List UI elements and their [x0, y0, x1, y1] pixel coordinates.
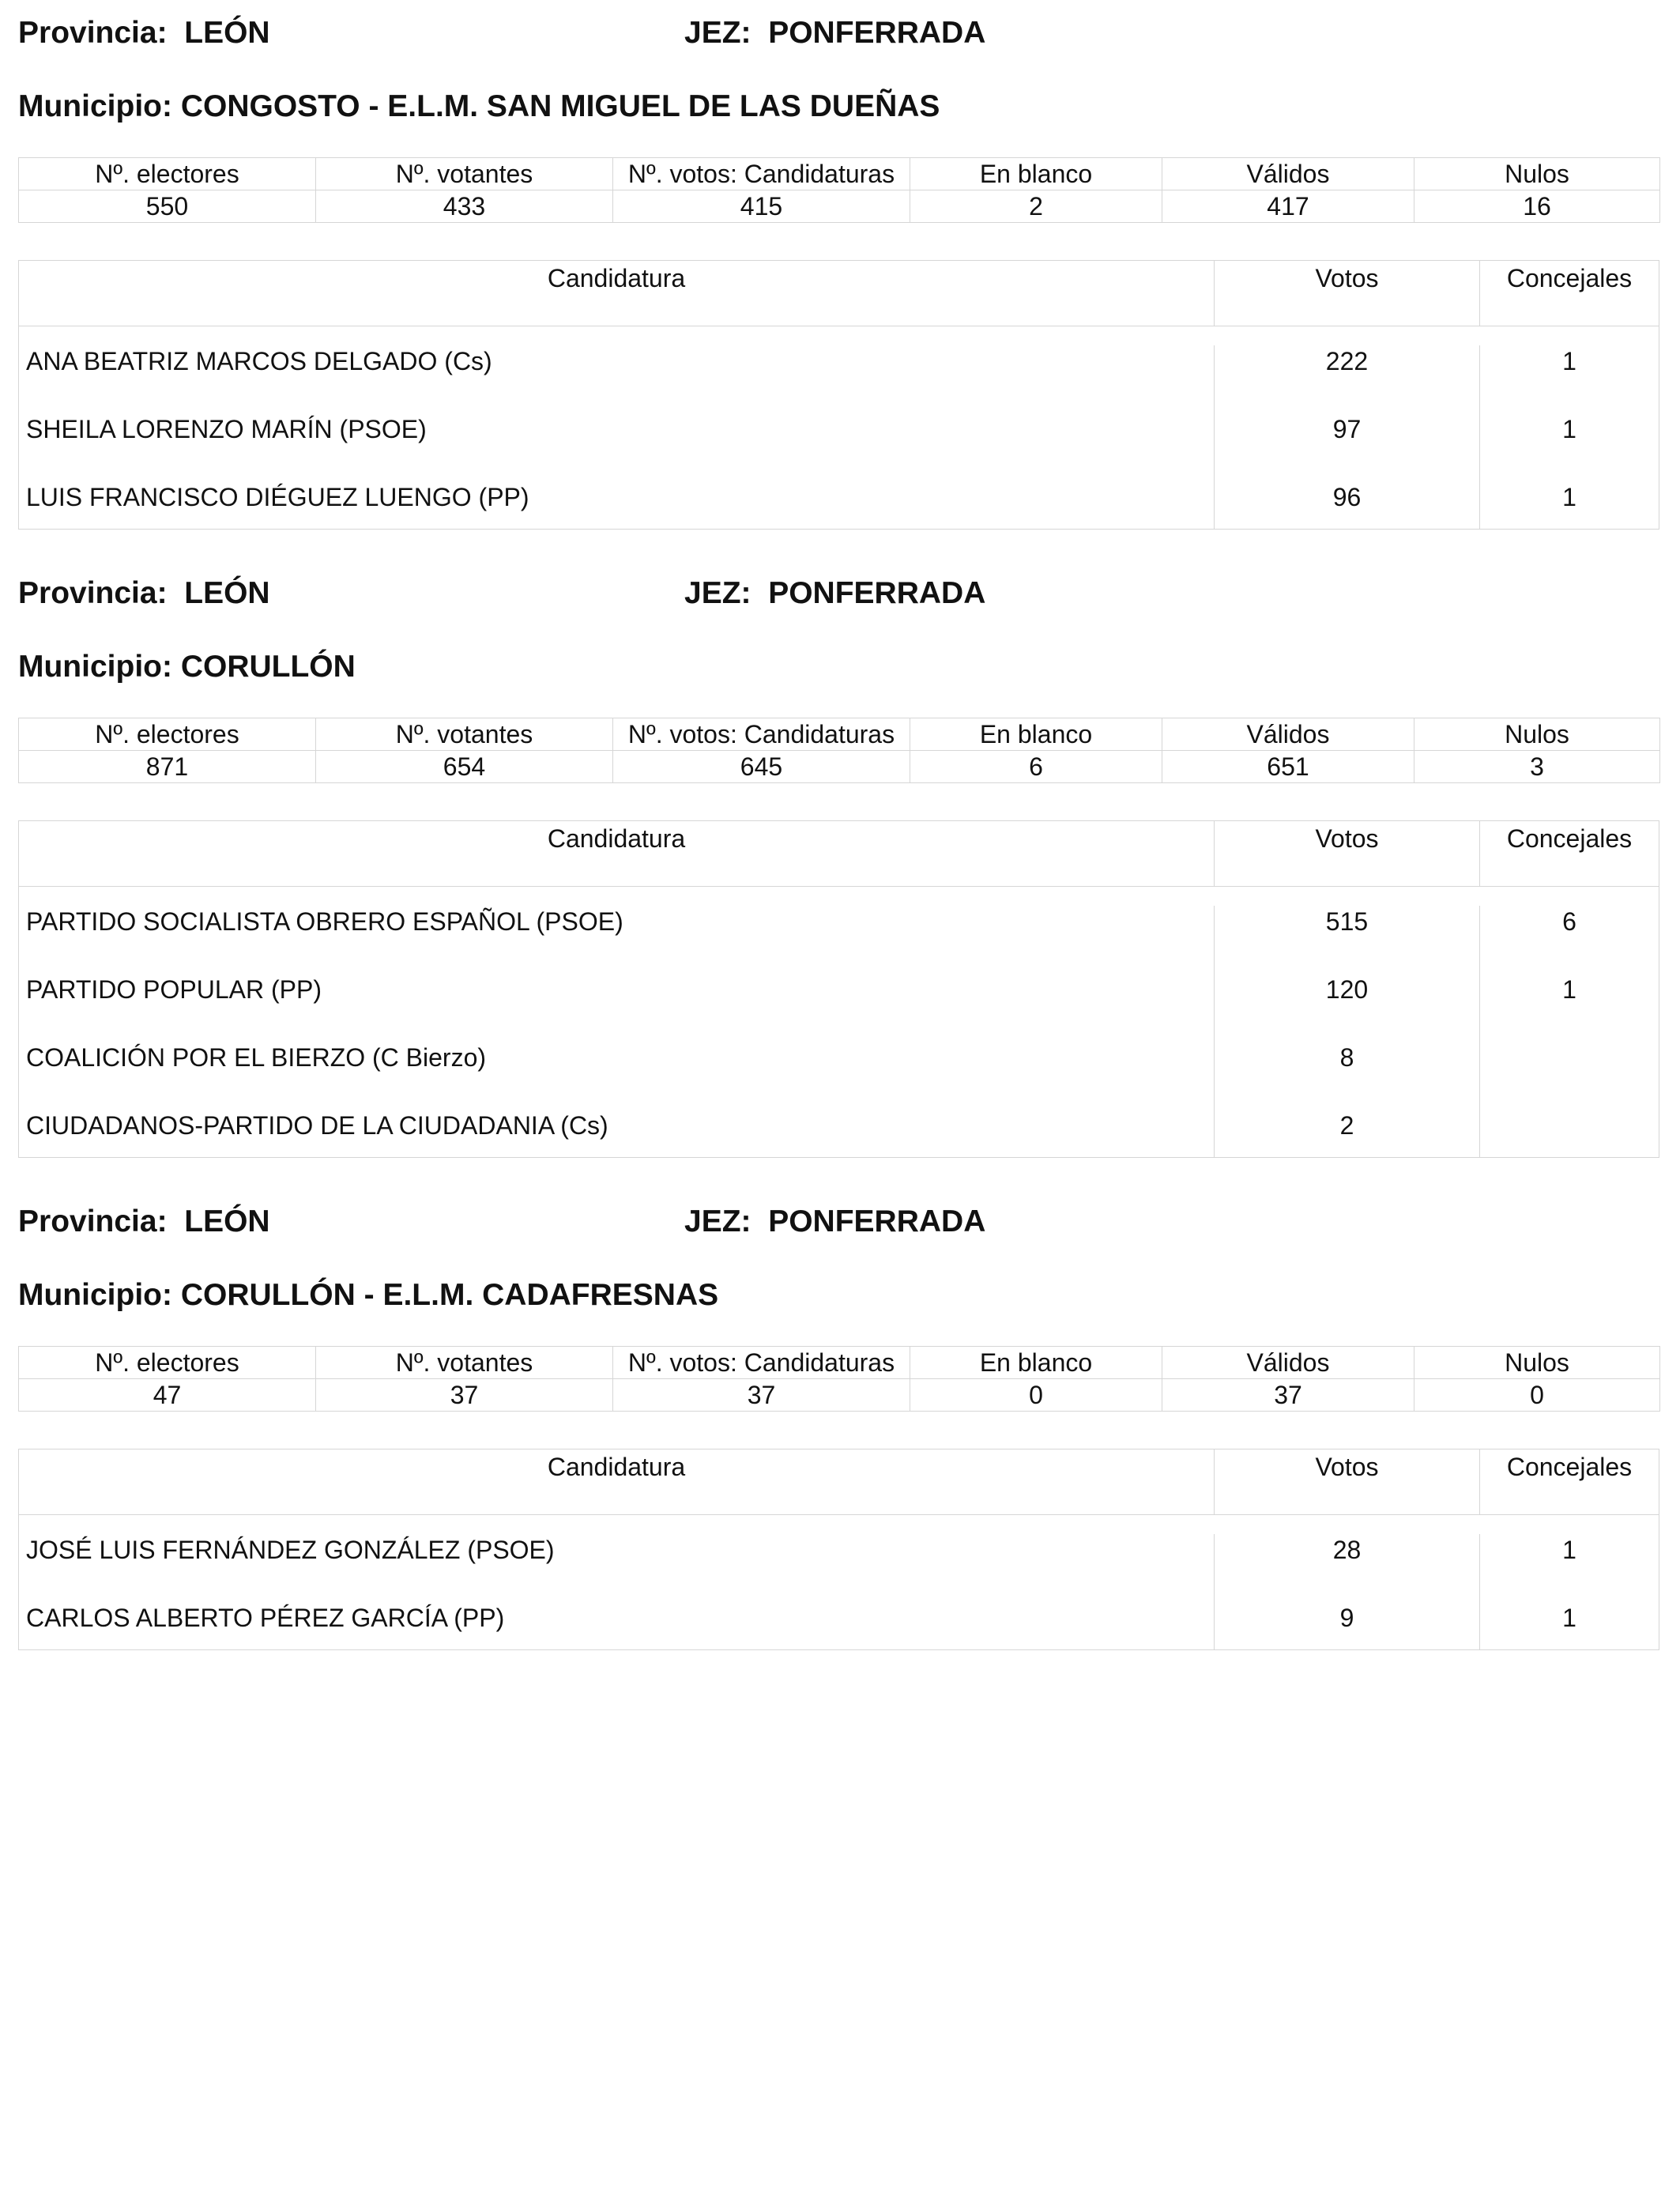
municipio-value: CORULLÓN - E.L.M. CADAFRESNAS [180, 1278, 719, 1312]
candidate-name: ANA BEATRIZ MARCOS DELGADO (Cs) [26, 347, 492, 375]
concejales-header: Concejales [1506, 1453, 1633, 1481]
candidate-concejales-column [1480, 345, 1659, 529]
stats-header-cell: Nº. votos: Candidaturas [613, 158, 910, 190]
stats-header-cell: Nulos [1414, 718, 1660, 751]
jez-label: JEZ: [684, 1204, 751, 1238]
stats-value-cell: 417 [1162, 190, 1414, 223]
jez-label: JEZ: [684, 16, 751, 50]
section-header [18, 1203, 1659, 1241]
candidate-concejales: 1 [1562, 1536, 1576, 1564]
candidate-votes-column [1215, 345, 1480, 529]
candidates-table [18, 820, 1659, 1158]
stats-value-cell: 37 [1162, 1379, 1414, 1412]
candidate-names-column [19, 345, 1215, 529]
stats-header-cell: Nº. votos: Candidaturas [613, 1347, 910, 1379]
candidate-votes: 222 [1325, 347, 1369, 375]
municipality-section [18, 575, 1659, 1158]
candidate-names-column [19, 906, 1215, 1157]
jez-block [684, 575, 985, 613]
provincia-label: Provincia: [18, 576, 168, 610]
candidate-name: PARTIDO SOCIALISTA OBRERO ESPAÑOL (PSOE) [26, 907, 623, 936]
candidate-votes: 515 [1325, 907, 1369, 936]
candidate-concejales-column [1480, 1534, 1659, 1649]
candidates-body [19, 1515, 1659, 1649]
stats-header-cell: Nulos [1414, 158, 1660, 190]
stats-header-row [19, 718, 1660, 751]
municipio-label: Municipio: [18, 89, 172, 123]
stats-value-cell: 3 [1414, 751, 1660, 783]
municipio-label: Municipio: [18, 650, 172, 684]
candidate-concejales: 1 [1562, 975, 1576, 1004]
candidate-votes: 9 [1339, 1604, 1354, 1632]
stats-header-cell: Nº. electores [19, 1347, 316, 1379]
candidate-concejales: 1 [1562, 1604, 1576, 1632]
municipio-title [18, 647, 1659, 687]
municipio-value: CONGOSTO - E.L.M. SAN MIGUEL DE LAS DUEÑAS [180, 89, 940, 123]
municipio-value: CORULLÓN [180, 650, 356, 684]
section-header [18, 14, 1659, 52]
candidate-name: JOSÉ LUIS FERNÁNDEZ GONZÁLEZ (PSOE) [26, 1536, 555, 1564]
candidate-votes-column [1215, 906, 1480, 1157]
municipio-title [18, 1276, 1659, 1315]
candidates-header-row [19, 1449, 1659, 1515]
candidate-votes: 97 [1332, 415, 1362, 443]
candidate-name: LUIS FRANCISCO DIÉGUEZ LUENGO (PP) [26, 483, 529, 511]
candidate-name: COALICIÓN POR EL BIERZO (C Bierzo) [26, 1043, 487, 1072]
section-header [18, 575, 1659, 613]
candidate-name: CARLOS ALBERTO PÉREZ GARCÍA (PP) [26, 1604, 505, 1632]
jez-block [684, 1203, 985, 1241]
candidates-header-row [19, 261, 1659, 326]
candidate-concejales: 1 [1562, 415, 1576, 443]
stats-value-cell: 871 [19, 751, 316, 783]
concejales-header: Concejales [1506, 824, 1633, 853]
provincia-value: LEÓN [184, 16, 270, 50]
jez-value: PONFERRADA [768, 1204, 986, 1238]
stats-header-cell: En blanco [910, 718, 1162, 751]
concejales-header: Concejales [1506, 264, 1633, 292]
candidate-votes: 8 [1339, 1043, 1354, 1072]
stats-header-cell: En blanco [910, 1347, 1162, 1379]
jez-block [684, 14, 985, 52]
jez-value: PONFERRADA [768, 16, 986, 50]
stats-value-cell: 550 [19, 190, 316, 223]
stats-header-cell: Nº. votantes [316, 718, 613, 751]
stats-value-cell: 37 [316, 1379, 613, 1412]
stats-header-cell: Válidos [1162, 718, 1414, 751]
stats-value-row [19, 751, 1660, 783]
candidate-votes-column [1215, 1534, 1480, 1649]
candidates-table [18, 260, 1659, 530]
candidate-concejales [1480, 1110, 1659, 1157]
provincia-label: Provincia: [18, 1204, 168, 1238]
candidate-votes: 2 [1339, 1111, 1354, 1140]
stats-header-cell: Nº. electores [19, 158, 316, 190]
stats-value-cell: 47 [19, 1379, 316, 1412]
stats-table [18, 1346, 1660, 1412]
candidates-header-row [19, 821, 1659, 887]
stats-header-cell: En blanco [910, 158, 1162, 190]
stats-value-cell: 651 [1162, 751, 1414, 783]
municipality-section [18, 1203, 1659, 1650]
stats-value-cell: 645 [613, 751, 910, 783]
votos-header: Votos [1215, 1449, 1480, 1514]
candidatura-header: Candidatura [19, 1449, 1215, 1514]
stats-header-cell: Válidos [1162, 158, 1414, 190]
stats-header-cell: Nº. electores [19, 718, 316, 751]
provincia-value: LEÓN [184, 1204, 270, 1238]
stats-value-cell: 654 [316, 751, 613, 783]
stats-table [18, 157, 1660, 223]
stats-table [18, 718, 1660, 783]
stats-header-cell: Nº. votantes [316, 1347, 613, 1379]
votos-header: Votos [1215, 821, 1480, 886]
stats-value-cell: 2 [910, 190, 1162, 223]
stats-header-cell: Nº. votos: Candidaturas [613, 718, 910, 751]
jez-value: PONFERRADA [768, 576, 986, 610]
provincia-label: Provincia: [18, 16, 168, 50]
stats-value-cell: 6 [910, 751, 1162, 783]
candidates-body [19, 887, 1659, 1157]
candidate-concejales: 6 [1562, 907, 1576, 936]
stats-value-cell: 0 [910, 1379, 1162, 1412]
candidates-table [18, 1449, 1659, 1650]
municipio-title [18, 87, 1659, 126]
candidatura-header: Candidatura [19, 261, 1215, 326]
stats-header-cell: Nº. votantes [316, 158, 613, 190]
stats-value-cell: 16 [1414, 190, 1660, 223]
candidate-name: CIUDADANOS-PARTIDO DE LA CIUDADANIA (Cs) [26, 1111, 608, 1140]
candidate-name: PARTIDO POPULAR (PP) [26, 975, 322, 1004]
candidate-name: SHEILA LORENZO MARÍN (PSOE) [26, 415, 427, 443]
candidate-votes: 96 [1332, 483, 1362, 511]
candidate-votes: 120 [1325, 975, 1369, 1004]
candidate-votes: 28 [1332, 1536, 1362, 1564]
votos-header: Votos [1215, 261, 1480, 326]
stats-value-cell: 415 [613, 190, 910, 223]
stats-value-cell: 37 [613, 1379, 910, 1412]
stats-value-row [19, 1379, 1660, 1412]
provincia-value: LEÓN [184, 576, 270, 610]
municipality-section [18, 14, 1659, 530]
stats-header-row [19, 158, 1660, 190]
candidates-body [19, 326, 1659, 529]
stats-header-cell: Válidos [1162, 1347, 1414, 1379]
candidate-concejales: 1 [1562, 347, 1576, 375]
candidate-concejales [1480, 1042, 1659, 1110]
stats-value-row [19, 190, 1660, 223]
stats-value-cell: 433 [316, 190, 613, 223]
candidate-concejales-column [1480, 906, 1659, 1157]
stats-header-cell: Nulos [1414, 1347, 1660, 1379]
stats-header-row [19, 1347, 1660, 1379]
stats-value-cell: 0 [1414, 1379, 1660, 1412]
municipio-label: Municipio: [18, 1278, 172, 1312]
candidatura-header: Candidatura [19, 821, 1215, 886]
candidate-concejales: 1 [1562, 483, 1576, 511]
candidate-names-column [19, 1534, 1215, 1649]
jez-label: JEZ: [684, 576, 751, 610]
